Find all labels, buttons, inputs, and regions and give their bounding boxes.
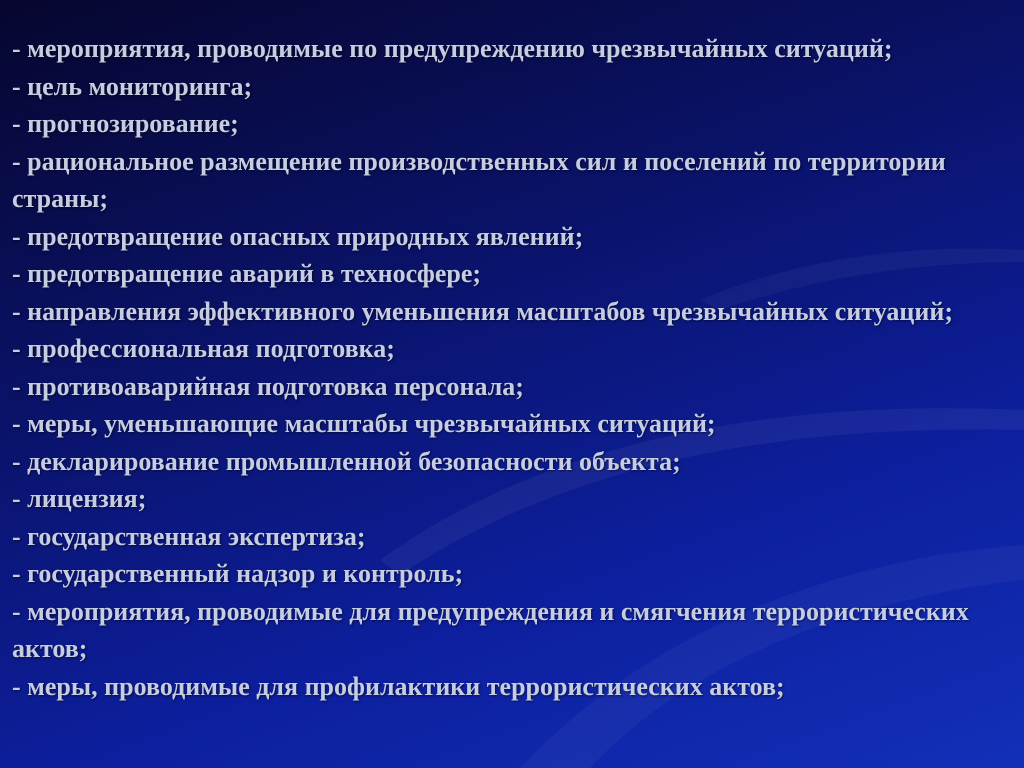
- list-item: - декларирование промышленной безопасности объекта;: [12, 446, 681, 476]
- list-item: - предотвращение аварий в техносфере;: [12, 259, 482, 288]
- list-item: - направления эффективного уменьшения масштабов чрезвычайных ситуаций;: [12, 296, 954, 326]
- bullet-list: [12, 30, 1012, 705]
- list-item: - профессиональная подготовка;: [12, 334, 395, 363]
- list-item: - меры, проводимые для профилактики террористических актов;: [12, 671, 785, 701]
- list-item: - государственная экспертиза;: [12, 521, 366, 551]
- list-item: - лицензия;: [12, 484, 147, 513]
- list-item: - меры, уменьшающие масштабы чрезвычайных ситуаций;: [12, 409, 716, 438]
- list-item: - государственный надзор и контроль;: [12, 559, 464, 588]
- list-item: - мероприятия, проводимые по предупреждению чрезвычайных ситуаций;: [12, 34, 893, 63]
- list-item: - прогнозирование;: [12, 109, 239, 138]
- list-item: - рациональное размещение производственных сил и поселений по территории страны;: [12, 146, 946, 213]
- list-item: - предотвращение опасных природных явлений;: [12, 221, 584, 251]
- list-item: - противоаварийная подготовка персонала;: [12, 371, 524, 401]
- list-item: - мероприятия, проводимые для предупреждения и смягчения террористических актов;: [12, 596, 969, 663]
- list-item: - цель мониторинга;: [12, 71, 253, 101]
